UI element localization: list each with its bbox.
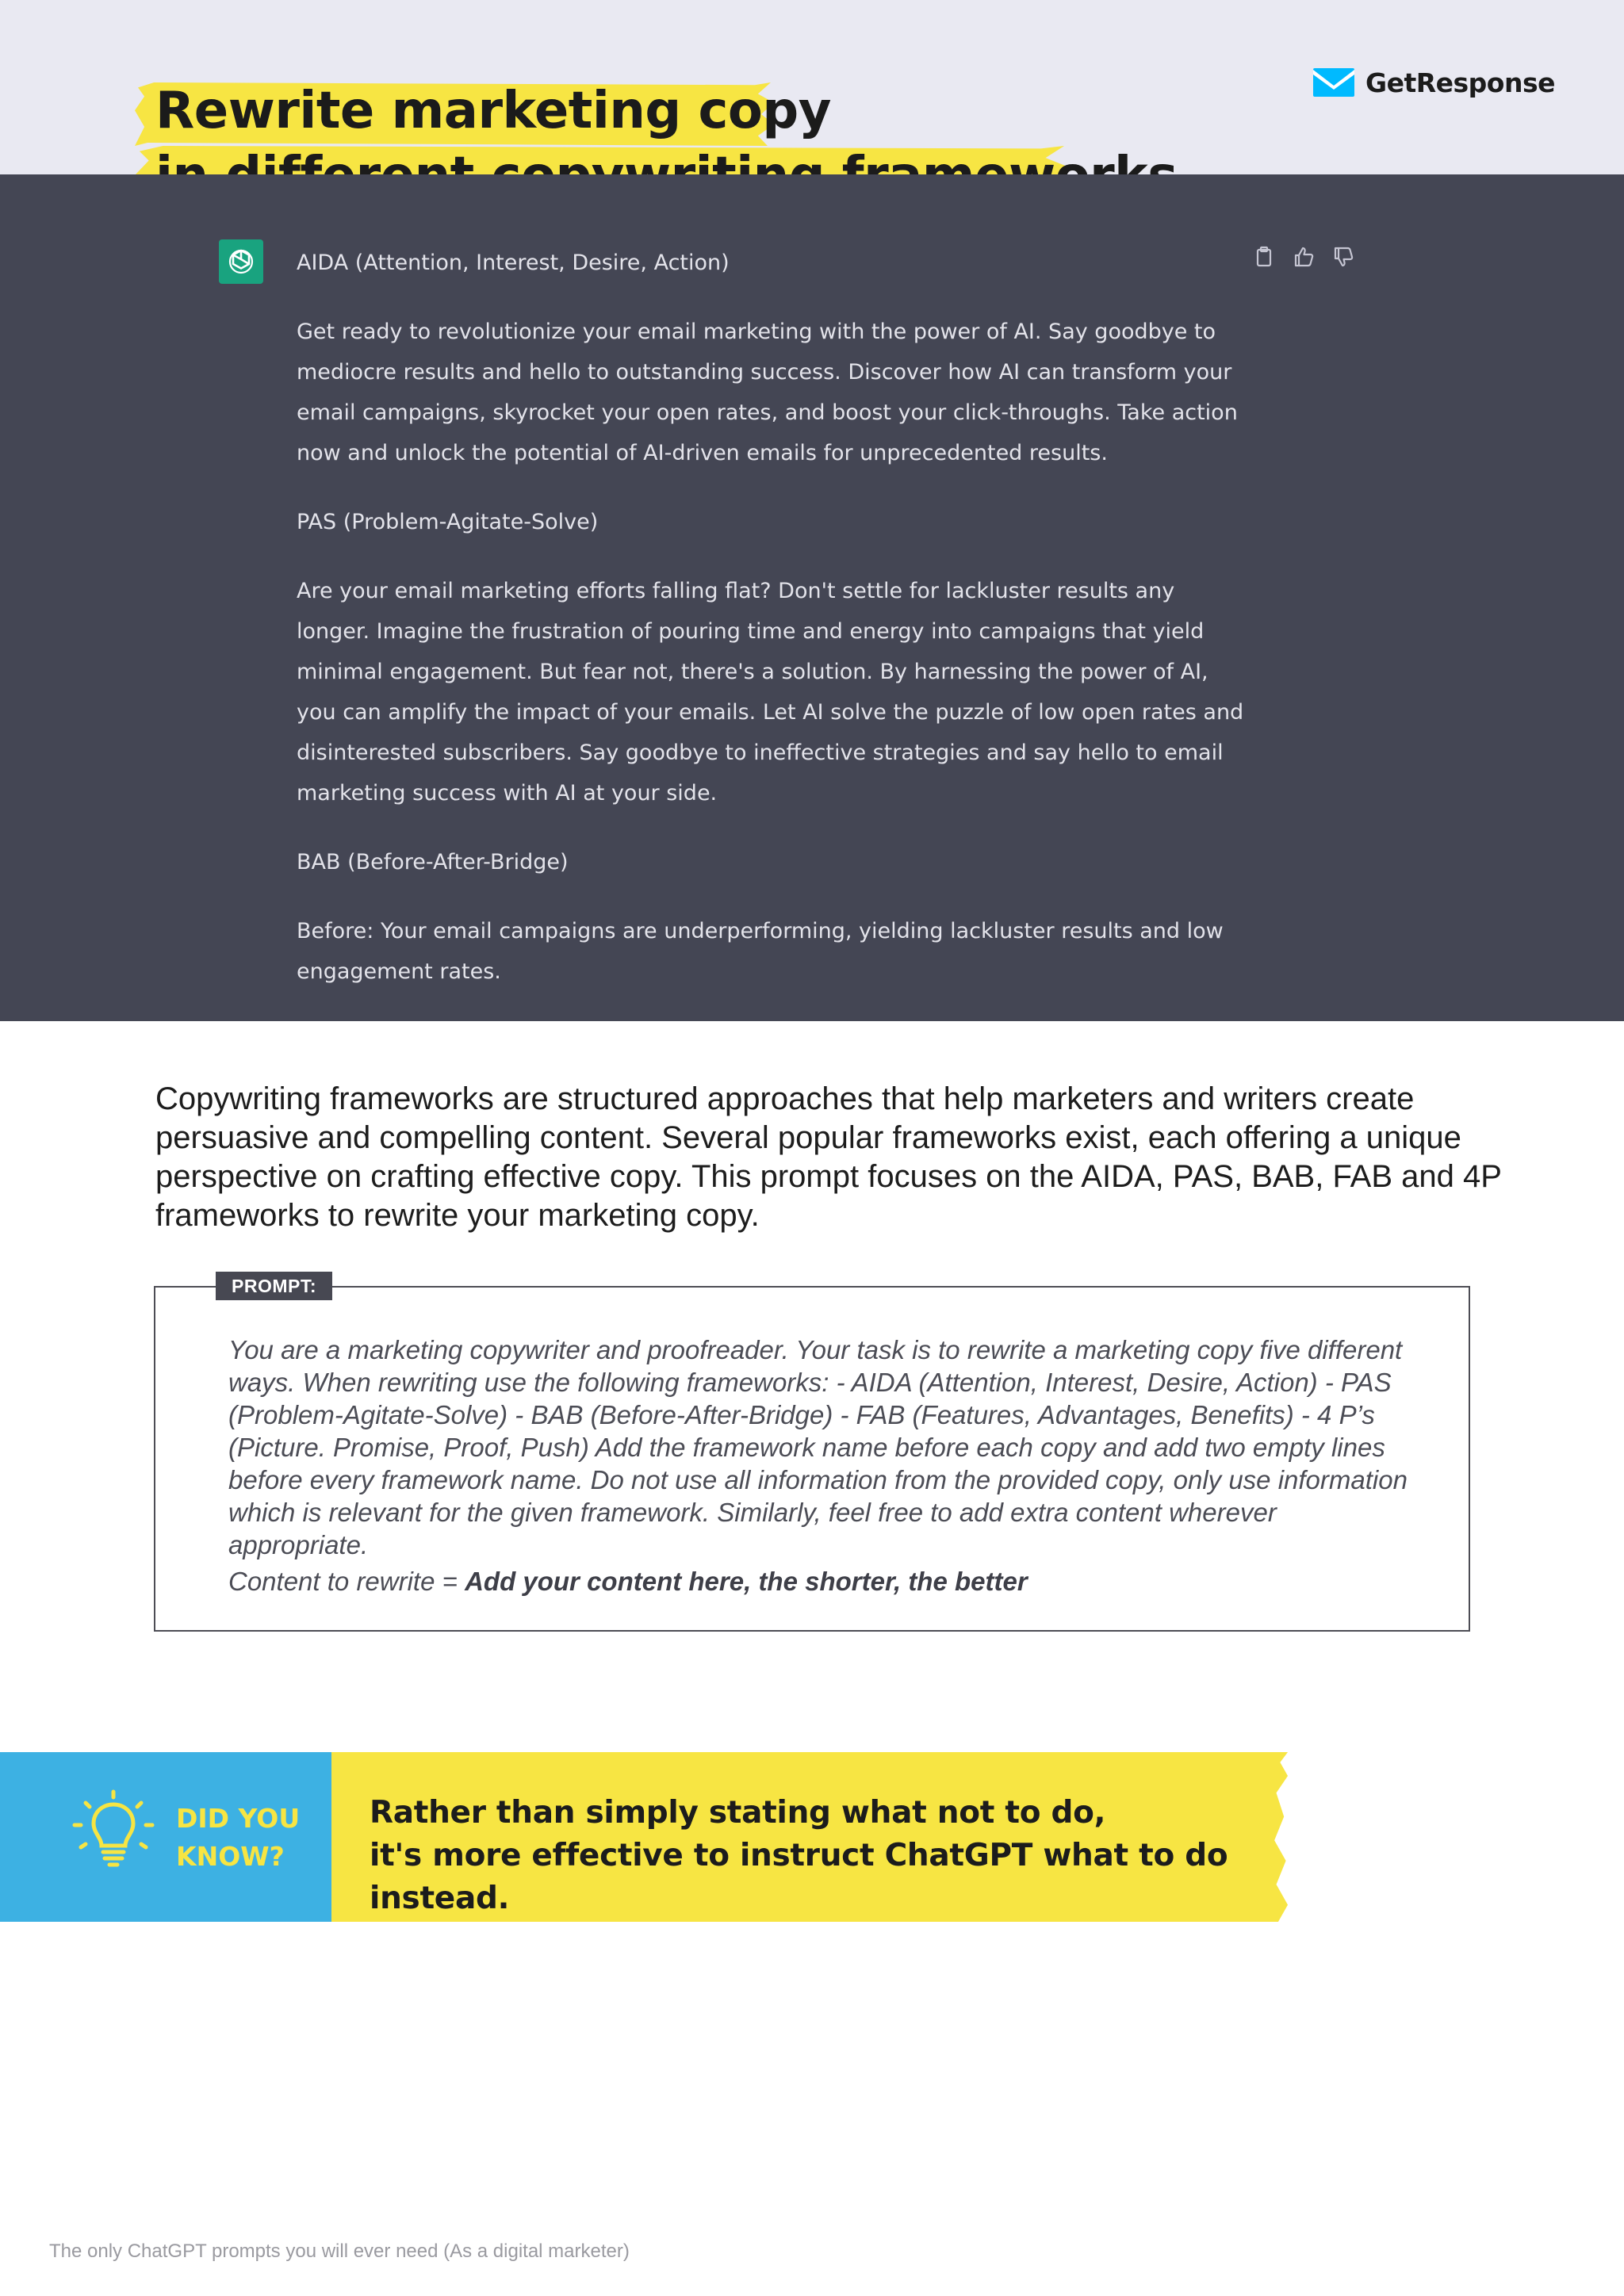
- framework-copy-bab: Before: Your email campaigns are underperforming, yielding lackluster results and low engagement rates.: [297, 919, 1224, 984]
- envelope-logo-icon: [1313, 68, 1354, 97]
- prompt-content-prefix: Content to rewrite =: [228, 1567, 465, 1596]
- brand-name: GetResponse: [1365, 67, 1555, 98]
- page-title-line-1: Rewrite marketing copy: [155, 82, 831, 140]
- framework-copy-pas: Are your email marketing efforts falling flat? Don't settle for lackluster results any longer. Imagine the frustration of pouring time and energy into campaigns that yield minimal engagement. But fear not, there's a solution. By harnessing the power of AI, you can amplify the impact of your emails. Let AI solve the puzzle of low open rates and disinterested subscribers. Say goodbye to ineffective strategies and say hello to email marketing success with AI at your side.: [297, 579, 1244, 806]
- intro-paragraph: Copywriting frameworks are structured approaches that help marketers and writers create persuasive and compelling content. Several popular frameworks exist, each offering a unique perspective on crafting effective copy. This prompt focuses on the AIDA, PAS, BAB, FAB and 4P frameworks to rewrite your marketing copy.: [155, 1081, 1502, 1233]
- thumbs-up-icon[interactable]: [1291, 244, 1316, 270]
- tip-line-2: it's more effective to instruct ChatGPT what to do instead.: [370, 1838, 1228, 1916]
- brand-logo: [1313, 67, 1555, 98]
- framework-heading-aida: AIDA (Attention, Interest, Desire, Action): [297, 251, 730, 275]
- openai-logo-icon: [219, 239, 263, 284]
- framework-heading-pas: PAS (Problem-Agitate-Solve): [297, 510, 599, 534]
- clipboard-icon[interactable]: [1251, 244, 1277, 270]
- thumbs-down-icon[interactable]: [1331, 244, 1356, 270]
- did-you-know-label: [176, 1800, 327, 1876]
- did-you-know-line-1: DID YOU: [176, 1803, 301, 1834]
- did-you-know-tip: [370, 1792, 1258, 1920]
- prompt-text: You are a marketing copywriter and proofreader. Your task is to rewrite a marketing copy five different ways. When rewriting use the following frameworks: - AIDA (Attention, Interest, Desire, Action) - PAS (Problem-Agitate-Solve) - BAB (Before-After-Bridge) - FAB (Features, Advantages, Benefits) - 4 P’s (Picture. Promise, Proof, Push) Add the framework name before each copy and add two empty lines before every framework name. Do not use all information from the provided copy, only use information which is relevant for the given framework. Similarly, feel free to add extra content wherever appropriate.: [228, 1335, 1408, 1559]
- prompt-content-placeholder: Add your content here, the shorter, the better: [465, 1567, 1028, 1596]
- prompt-content-line: [228, 1565, 1410, 1598]
- chat-message: [297, 243, 1248, 1020]
- lightbulb-icon: [70, 1789, 157, 1876]
- tip-line-1: Rather than simply stating what not to do,: [370, 1795, 1106, 1831]
- framework-heading-bab: BAB (Before-After-Bridge): [297, 850, 569, 874]
- footer-text: The only ChatGPT prompts you will ever need (As a digital marketer): [49, 2241, 630, 2262]
- framework-copy-aida: Get ready to revolutionize your email marketing with the power of AI. Say goodbye to mediocre results and hello to outstanding success. Discover how AI can transform your email campaigns, skyrocket your open rates, and boost your click-throughs. Take action now and unlock the potential of AI-driven emails for unprecedented results.: [297, 320, 1238, 465]
- did-you-know-line-2: KNOW?: [176, 1841, 285, 1872]
- message-actions: [1251, 244, 1356, 270]
- prompt-tag: PROMPT:: [216, 1272, 332, 1300]
